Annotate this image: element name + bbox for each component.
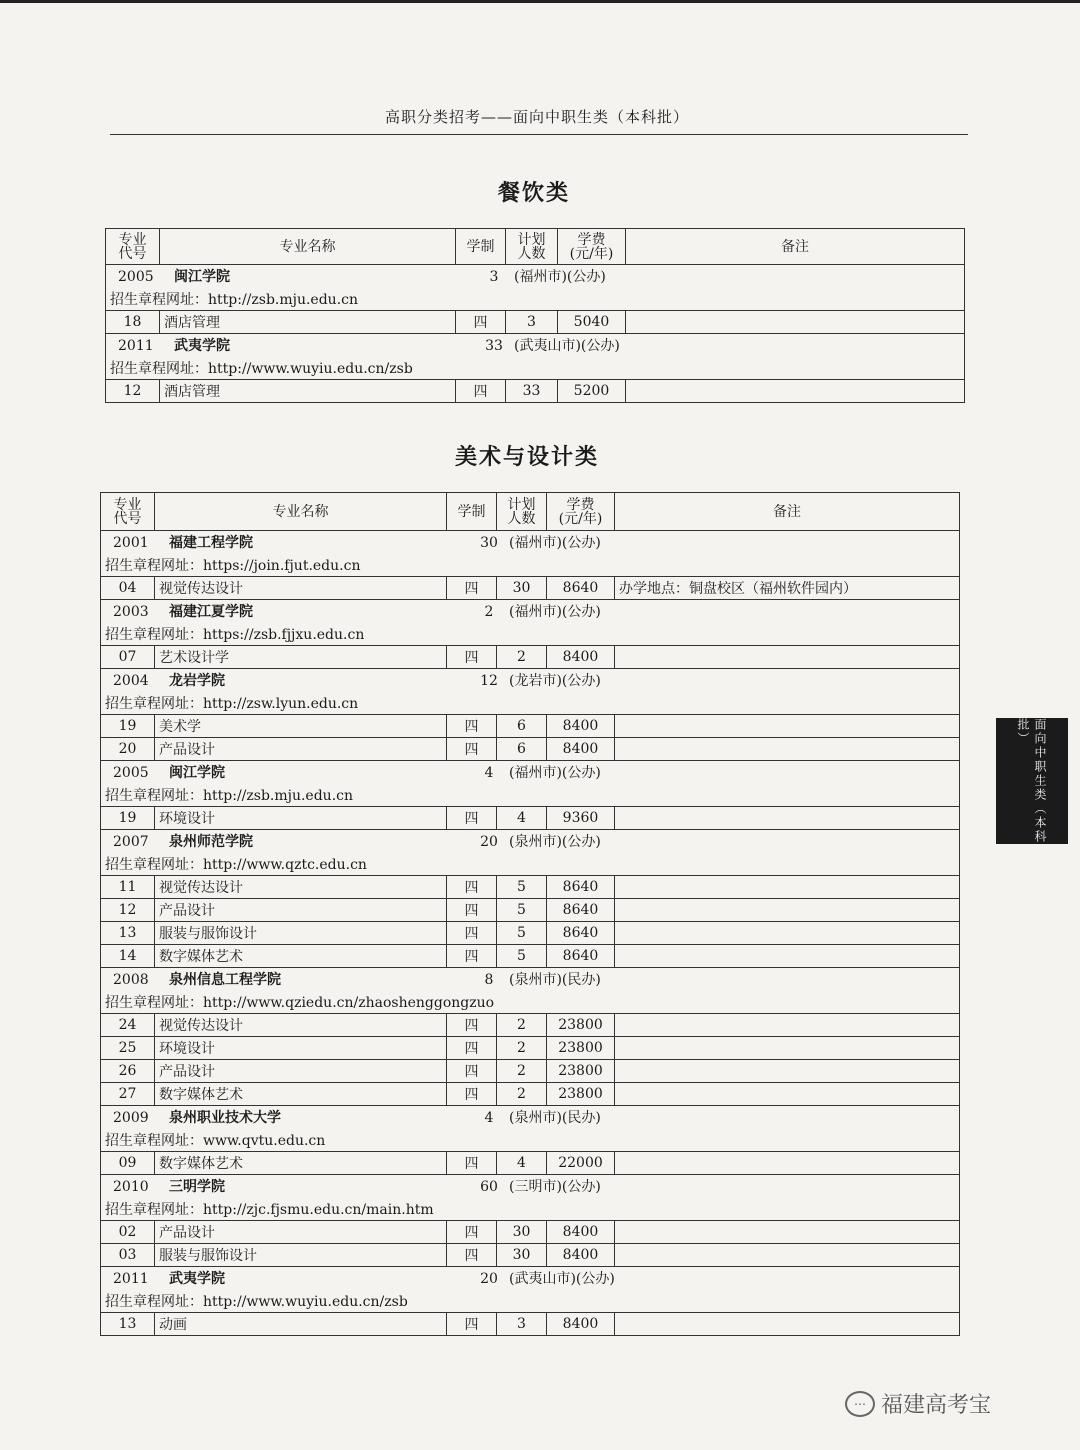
admission-url: 招生章程网址：http://www.qziedu.cn/zhaoshenggongzuo [101,991,960,1014]
major-row [101,945,960,968]
major-years: 四 [447,1152,497,1175]
major-years: 四 [447,1037,497,1060]
institution-name: 武夷学院 [174,338,230,355]
major-fee: 9360 [547,807,615,830]
col-fee-header [547,493,615,531]
institution-location: (泉州市)(民办) [509,1110,601,1127]
institution-name: 福建工程学院 [169,535,253,552]
major-row [101,1221,960,1244]
institution-row [106,334,965,357]
major-years: 四 [456,380,506,403]
major-name: 服装与服饰设计 [155,922,447,945]
major-remark [615,738,960,761]
major-years: 四 [447,1244,497,1267]
major-row [101,646,960,669]
art-design-table [100,492,960,1336]
catering-table [105,228,965,403]
major-row [101,899,960,922]
admission-url-row [101,1129,960,1152]
institution-name: 武夷学院 [169,1271,225,1288]
institution-cell [101,531,960,554]
institution-plan: 4 [484,765,494,782]
major-years: 四 [447,876,497,899]
institution-code: 2010 [113,1179,149,1196]
major-code: 04 [101,577,155,600]
institution-cell [101,1106,960,1129]
top-border [0,0,1080,3]
admission-url: 招生章程网址：http://zjc.fjsmu.edu.cn/main.htm [101,1198,960,1221]
major-name: 美术学 [155,715,447,738]
institution-code: 2001 [113,535,149,552]
admission-url-row [101,554,960,577]
major-fee: 23800 [547,1037,615,1060]
major-fee: 23800 [547,1060,615,1083]
institution-cell [101,830,960,853]
institution-location: (福州市)(公办) [509,604,601,621]
major-years: 四 [447,646,497,669]
col-plan-header [506,229,558,265]
major-plan: 33 [506,380,558,403]
institution-name: 三明学院 [169,1179,225,1196]
admission-url-row [106,357,965,380]
major-remark [615,1083,960,1106]
institution-location: (泉州市)(民办) [509,972,601,989]
institution-row [101,761,960,784]
major-name: 产品设计 [155,1221,447,1244]
col-plan-line1: 计划 [517,231,546,248]
admission-url: 招生章程网址：http://www.wuyiu.edu.cn/zsb [101,1290,960,1313]
major-name: 服装与服饰设计 [155,1244,447,1267]
institution-name: 泉州师范学院 [169,834,253,851]
institution-name: 泉州职业技术大学 [169,1110,281,1127]
major-fee: 22000 [547,1152,615,1175]
col-fee-line2: (元/年) [569,245,614,262]
section-title-art: 美术与设计类 [455,444,600,470]
major-code: 03 [101,1244,155,1267]
major-name: 环境设计 [155,807,447,830]
major-remark [615,1244,960,1267]
major-remark [626,380,965,403]
col-fee-line1: 学费 [566,496,595,513]
major-remark [615,1014,960,1037]
admission-url-row [101,853,960,876]
major-code: 19 [101,715,155,738]
institution-row [101,1267,960,1290]
major-name: 产品设计 [155,1060,447,1083]
admission-url-row [101,784,960,807]
watermark-text: 福建高考宝 [881,1393,992,1418]
institution-code: 2011 [113,1271,149,1288]
major-plan: 5 [497,876,547,899]
major-remark [615,1313,960,1336]
section-title-catering: 餐饮类 [498,180,571,206]
major-plan: 2 [497,1037,547,1060]
major-plan: 2 [497,1014,547,1037]
institution-code: 2008 [113,972,149,989]
institution-plan: 30 [480,535,498,552]
major-name: 环境设计 [155,1037,447,1060]
institution-cell [101,761,960,784]
col-code-header [101,493,155,531]
col-remark-header: 备注 [626,229,965,265]
institution-location: (泉州市)(公办) [509,834,601,851]
admission-url: 招生章程网址：http://zsb.mju.edu.cn [106,288,965,311]
institution-cell [101,968,960,991]
institution-location: (福州市)(公办) [509,765,601,782]
major-remark [615,1037,960,1060]
major-fee: 8640 [547,876,615,899]
col-plan-line1: 计划 [507,496,536,513]
major-remark [615,1221,960,1244]
major-code: 09 [101,1152,155,1175]
institution-plan: 20 [480,834,498,851]
running-head: 高职分类招考——面向中职生类（本科批） [385,108,690,126]
major-code: 12 [106,380,160,403]
institution-cell [101,600,960,623]
major-fee: 8640 [547,922,615,945]
col-code-line1: 专业 [118,231,147,248]
admission-url-row [101,1198,960,1221]
major-fee: 8400 [547,1221,615,1244]
admission-url: 招生章程网址：http://www.qztc.edu.cn [101,853,960,876]
major-name: 酒店管理 [160,311,456,334]
institution-plan: 3 [489,269,499,286]
major-name: 艺术设计学 [155,646,447,669]
institution-code: 2005 [118,269,154,286]
major-name: 视觉传达设计 [155,876,447,899]
institution-code: 2009 [113,1110,149,1127]
institution-cell [101,1175,960,1198]
major-row [101,922,960,945]
major-fee: 5200 [558,380,626,403]
major-plan: 3 [497,1313,547,1336]
major-name: 产品设计 [155,899,447,922]
admission-url: 招生章程网址：www.qvtu.edu.cn [101,1129,960,1152]
major-name: 动画 [155,1313,447,1336]
institution-code: 2004 [113,673,149,690]
institution-name: 龙岩学院 [169,673,225,690]
major-code: 26 [101,1060,155,1083]
major-row [101,1060,960,1083]
major-fee: 8640 [547,899,615,922]
major-code: 14 [101,945,155,968]
major-years: 四 [447,1313,497,1336]
col-code-line2: 代号 [118,245,147,262]
major-remark [626,311,965,334]
admission-url: 招生章程网址：http://www.wuyiu.edu.cn/zsb [106,357,965,380]
major-plan: 6 [497,738,547,761]
major-plan: 2 [497,646,547,669]
institution-row [101,1106,960,1129]
major-code: 13 [101,922,155,945]
institution-row [101,830,960,853]
major-row [101,1014,960,1037]
major-years: 四 [447,738,497,761]
institution-location: (福州市)(公办) [509,535,601,552]
major-remark [615,876,960,899]
major-plan: 2 [497,1083,547,1106]
major-row [101,807,960,830]
major-years: 四 [447,945,497,968]
major-row [101,1152,960,1175]
major-years: 四 [447,577,497,600]
institution-location: (武夷山市)(公办) [514,338,620,355]
major-name: 数字媒体艺术 [155,1152,447,1175]
major-fee: 8400 [547,1244,615,1267]
major-code: 18 [106,311,160,334]
header-rule [110,134,968,135]
col-name-header: 专业名称 [160,229,456,265]
col-remark-header: 备注 [615,493,960,531]
major-remark [615,1060,960,1083]
major-plan: 3 [506,311,558,334]
header-row [106,229,965,265]
major-years: 四 [456,311,506,334]
major-code: 20 [101,738,155,761]
major-years: 四 [447,899,497,922]
major-row [101,1313,960,1336]
major-plan: 4 [497,807,547,830]
col-code-line2: 代号 [113,510,142,527]
major-fee: 8400 [547,1313,615,1336]
major-plan: 5 [497,922,547,945]
major-remark [615,646,960,669]
major-plan: 5 [497,945,547,968]
institution-code: 2005 [113,765,149,782]
major-code: 07 [101,646,155,669]
major-fee: 5040 [558,311,626,334]
major-row [101,1037,960,1060]
institution-name: 福建江夏学院 [169,604,253,621]
admission-url: 招生章程网址：https://join.fjut.edu.cn [101,554,960,577]
major-plan: 2 [497,1060,547,1083]
watermark [845,1388,991,1419]
admission-url-row [101,692,960,715]
major-remark: 办学地点：铜盘校区（福州软件园内） [615,577,960,600]
major-code: 13 [101,1313,155,1336]
side-tab: 面向中职生类（本科批） [996,718,1068,844]
header-row [101,493,960,531]
major-plan: 6 [497,715,547,738]
major-row [101,1083,960,1106]
admission-url-row [101,991,960,1014]
admission-url-row [106,288,965,311]
institution-plan: 12 [480,673,498,690]
major-plan: 30 [497,1221,547,1244]
major-remark [615,1152,960,1175]
major-remark [615,922,960,945]
major-plan: 5 [497,899,547,922]
major-name: 视觉传达设计 [155,577,447,600]
col-fee-line2: (元/年) [558,510,603,527]
major-years: 四 [447,1221,497,1244]
major-plan: 30 [497,1244,547,1267]
col-fee-header [558,229,626,265]
admission-url-row [101,1290,960,1313]
major-years: 四 [447,1014,497,1037]
institution-row [101,1175,960,1198]
institution-location: (龙岩市)(公办) [509,673,601,690]
major-remark [615,807,960,830]
major-code: 19 [101,807,155,830]
major-row [101,738,960,761]
institution-code: 2011 [118,338,154,355]
institution-name: 泉州信息工程学院 [169,972,281,989]
major-remark [615,945,960,968]
major-fee: 8400 [547,738,615,761]
institution-location: (武夷山市)(公办) [509,1271,615,1288]
major-years: 四 [447,715,497,738]
major-years: 四 [447,1083,497,1106]
institution-plan: 8 [484,972,494,989]
institution-row [101,968,960,991]
institution-cell [106,334,965,357]
col-code-line1: 专业 [113,496,142,513]
institution-name: 闽江学院 [169,765,225,782]
col-plan-header [497,493,547,531]
major-years: 四 [447,922,497,945]
institution-plan: 60 [480,1179,498,1196]
major-name: 数字媒体艺术 [155,1083,447,1106]
major-name: 视觉传达设计 [155,1014,447,1037]
major-name: 数字媒体艺术 [155,945,447,968]
col-plan-line2: 人数 [507,510,536,527]
institution-plan: 33 [485,338,503,355]
major-name: 产品设计 [155,738,447,761]
col-name-header: 专业名称 [155,493,447,531]
institution-plan: 4 [484,1110,494,1127]
major-code: 02 [101,1221,155,1244]
major-row [106,380,965,403]
col-years-header: 学制 [447,493,497,531]
major-row [101,577,960,600]
institution-code: 2007 [113,834,149,851]
admission-url: 招生章程网址：http://zsb.mju.edu.cn [101,784,960,807]
institution-row [101,669,960,692]
major-remark [615,899,960,922]
institution-location: (三明市)(公办) [509,1179,601,1196]
major-remark [615,715,960,738]
col-fee-line1: 学费 [577,231,606,248]
institution-row [101,531,960,554]
col-code-header [106,229,160,265]
major-plan: 30 [497,577,547,600]
major-code: 25 [101,1037,155,1060]
major-name: 酒店管理 [160,380,456,403]
major-plan: 4 [497,1152,547,1175]
major-fee: 8400 [547,646,615,669]
institution-cell [101,669,960,692]
institution-plan: 20 [480,1271,498,1288]
major-code: 24 [101,1014,155,1037]
admission-url-row [101,623,960,646]
col-years-header: 学制 [456,229,506,265]
major-row [106,311,965,334]
admission-url: 招生章程网址：http://zsw.lyun.edu.cn [101,692,960,715]
institution-cell [106,265,965,288]
institution-name: 闽江学院 [174,269,230,286]
col-plan-line2: 人数 [517,245,546,262]
major-code: 12 [101,899,155,922]
institution-code: 2003 [113,604,149,621]
admission-url: 招生章程网址：https://zsb.fjjxu.edu.cn [101,623,960,646]
institution-plan: 2 [484,604,494,621]
major-years: 四 [447,1060,497,1083]
major-row [101,715,960,738]
institution-row [101,600,960,623]
major-code: 11 [101,876,155,899]
major-row [101,876,960,899]
major-row [101,1244,960,1267]
institution-row [106,265,965,288]
major-fee: 23800 [547,1014,615,1037]
wechat-icon: ⋯ [845,1391,875,1417]
major-fee: 8640 [547,945,615,968]
major-fee: 23800 [547,1083,615,1106]
major-fee: 8640 [547,577,615,600]
major-code: 27 [101,1083,155,1106]
institution-cell [101,1267,960,1290]
major-years: 四 [447,807,497,830]
institution-location: (福州市)(公办) [514,269,606,286]
major-fee: 8400 [547,715,615,738]
